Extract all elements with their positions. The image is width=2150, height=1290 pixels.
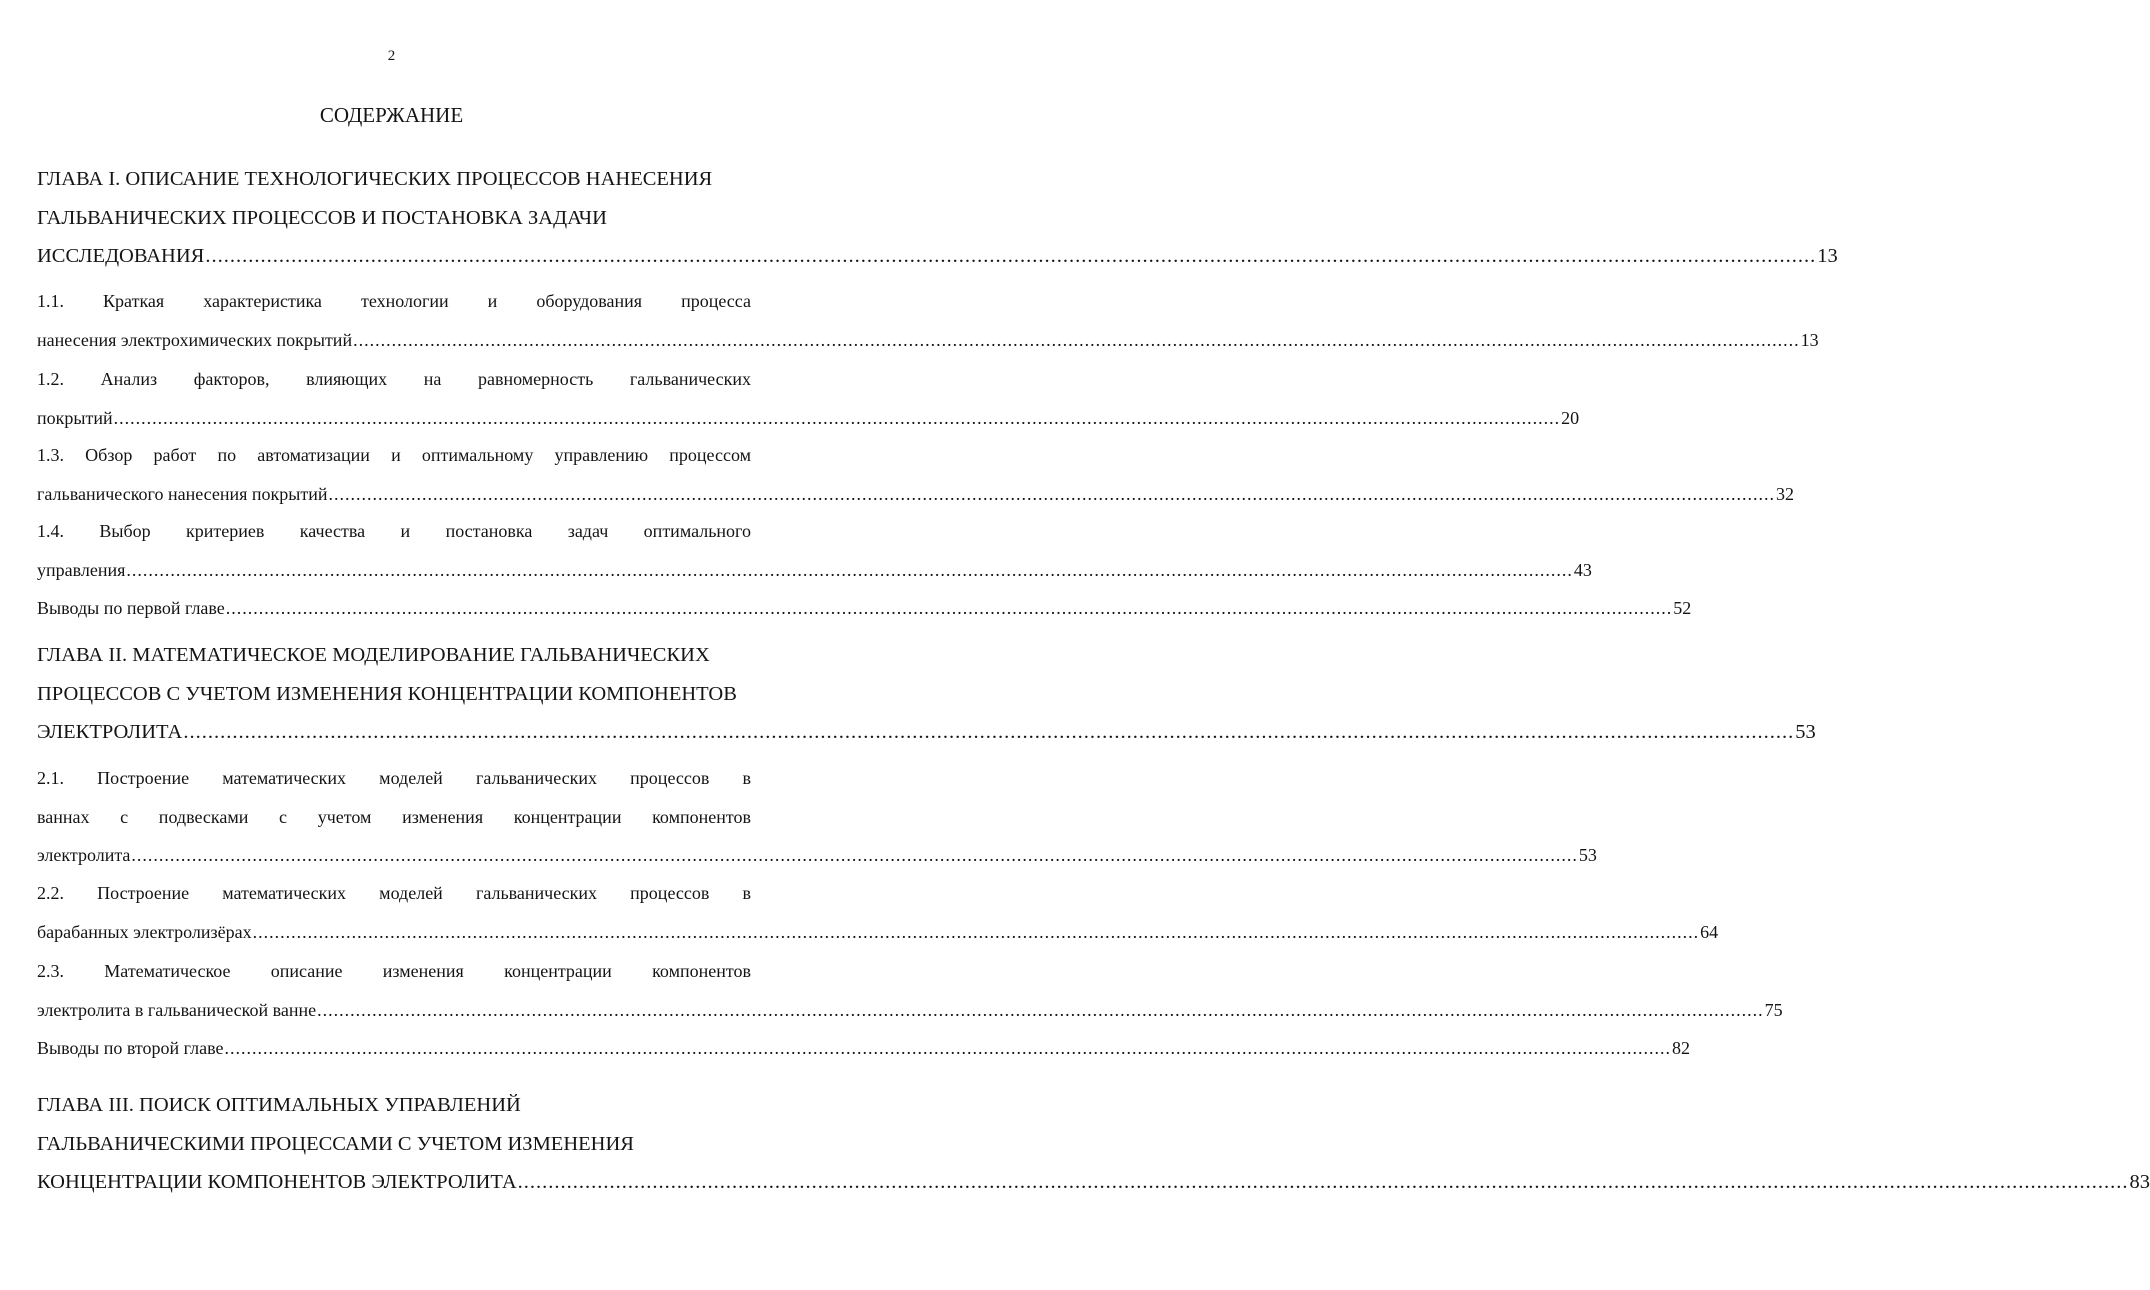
toc-entry-line: ГЛАВА III. ПОИСК ОПТИМАЛЬНЫХ УПРАВЛЕНИЙ (37, 1094, 521, 1116)
toc-entry-line: ГЛАВА I. ОПИСАНИЕ ТЕХНОЛОГИЧЕСКИХ ПРОЦЕССОВ НАНЕСЕНИЯ (37, 168, 713, 190)
toc-page-number: 43 (1573, 559, 1592, 580)
toc-section-entry (37, 282, 1819, 359)
dot-leader: ....................................................................................................................................................................................................................................................................... (353, 329, 1800, 350)
toc-entry-last-line (37, 991, 1783, 1030)
toc-chapter-entry (37, 160, 1838, 276)
dot-leader: ....................................................................................................................................................................................................................................................................... (517, 1171, 2129, 1193)
toc-entry-text: электролита в гальванической ванне (37, 999, 317, 1020)
toc-page-number: 83 (2129, 1171, 2150, 1193)
toc-entry-text: управления (37, 559, 126, 580)
toc-entry-last-line (37, 237, 1838, 276)
toc-section-entry (37, 952, 1783, 1029)
toc-entry-text: Выводы по второй главе (37, 1038, 224, 1058)
dot-leader: ....................................................................................................................................................................................................................................................................... (113, 407, 1561, 428)
dot-leader: ....................................................................................................................................................................................................................................................................... (252, 921, 1700, 942)
toc-entry-text: барабанных электролизёрах (37, 921, 252, 942)
dot-leader: ....................................................................................................................................................................................................................................................................... (126, 559, 1573, 580)
toc-entry-line: ГАЛЬВАНИЧЕСКИМИ ПРОЦЕССАМИ С УЧЕТОМ ИЗМЕНЕНИЯ (37, 1132, 634, 1155)
page-number: 2 (387, 48, 396, 64)
toc-entry-text: нанесения электрохимических покрытий (37, 329, 353, 350)
toc-page-number: 13 (1800, 329, 1819, 350)
toc-entry-text: покрытий (37, 407, 113, 428)
dot-leader: ....................................................................................................................................................................................................................................................................... (131, 845, 1578, 866)
dot-leader: ....................................................................................................................................................................................................................................................................... (328, 483, 1776, 504)
toc-summary-entry (37, 1029, 1690, 1067)
toc-entry-line: 2.1. Построение математических моделей гальванических процессов в (37, 768, 751, 788)
toc-entry-last-line (37, 913, 1719, 952)
toc-chapter-entry (37, 636, 1816, 752)
toc-entry-text: ИССЛЕДОВАНИЯ (37, 245, 205, 267)
toc-entry-text: Выводы по первой главе (37, 598, 225, 618)
toc-page-number: 64 (1700, 921, 1719, 942)
toc-entry-line: ваннах с подвесками с учетом изменения концентрации компонентов (37, 806, 751, 827)
toc-entry-line: 1.3. Обзор работ по автоматизации и оптимальному управлению процессом (37, 445, 751, 465)
toc-section-entry (37, 512, 1592, 589)
toc-page-number: 20 (1561, 407, 1580, 428)
toc-entry-line: ГАЛЬВАНИЧЕСКИХ ПРОЦЕССОВ И ПОСТАНОВКА ЗАДАЧИ (37, 206, 607, 229)
toc-page-number: 75 (1764, 999, 1783, 1020)
toc-entry-line: 2.3. Математическое описание изменения концентрации компонентов (37, 961, 751, 981)
toc-entry-last-line (37, 1029, 1690, 1067)
toc-section-entry (37, 874, 1719, 951)
toc-entry-last-line (37, 551, 1592, 590)
toc-page-number: 52 (1673, 598, 1692, 618)
toc-section-entry (37, 360, 1580, 437)
toc-entry-line: 1.2. Анализ факторов, влияющих на равномерность гальванических (37, 369, 751, 389)
toc-entry-line: ГЛАВА II. МАТЕМАТИЧЕСКОЕ МОДЕЛИРОВАНИЕ ГАЛЬВАНИЧЕСКИХ (37, 644, 710, 666)
toc-section-entry (37, 436, 1795, 513)
dot-leader: ....................................................................................................................................................................................................................................................................... (205, 245, 1817, 267)
toc-entry-last-line (37, 713, 1816, 752)
toc-entry-line: ПРОЦЕССОВ С УЧЕТОМ ИЗМЕНЕНИЯ КОНЦЕНТРАЦИИ КОМПОНЕНТОВ (37, 682, 737, 705)
toc-entry-last-line (37, 399, 1580, 438)
toc-entry-line: 1.4. Выбор критериев качества и постановка задач оптимального (37, 521, 751, 541)
dot-leader: ....................................................................................................................................................................................................................................................................... (225, 598, 1673, 618)
toc-title: СОДЕРЖАНИЕ (319, 103, 464, 127)
toc-page-number: 32 (1776, 483, 1795, 504)
toc-entry-last-line (37, 475, 1795, 514)
toc-entry-text: КОНЦЕНТРАЦИИ КОМПОНЕНТОВ ЭЛЕКТРОЛИТА (37, 1171, 517, 1193)
toc-page-number: 13 (1817, 245, 1838, 267)
toc-entry-text: гальванического нанесения покрытий (37, 483, 328, 504)
toc-entry-text: электролита (37, 845, 131, 866)
dot-leader: ....................................................................................................................................................................................................................................................................... (317, 999, 1764, 1020)
dot-leader: ....................................................................................................................................................................................................................................................................... (183, 721, 1795, 743)
toc-section-entry (37, 759, 1597, 875)
toc-entry-last-line (37, 1163, 2150, 1202)
toc-entry-last-line (37, 589, 1692, 627)
toc-entry-last-line (37, 836, 1597, 875)
toc-page-number: 53 (1578, 845, 1597, 866)
toc-entry-text: ЭЛЕКТРОЛИТА (37, 721, 183, 743)
toc-entry-last-line (37, 321, 1819, 360)
toc-summary-entry (37, 589, 1692, 627)
toc-page-number: 53 (1795, 721, 1816, 743)
toc-page-number: 82 (1671, 1038, 1690, 1058)
toc-entry-line: 2.2. Построение математических моделей гальванических процессов в (37, 883, 751, 903)
dot-leader: ....................................................................................................................................................................................................................................................................... (224, 1038, 1671, 1058)
toc-entry-line: 1.1. Краткая характеристика технологии и оборудования процесса (37, 291, 751, 311)
toc-chapter-entry (37, 1086, 2150, 1202)
